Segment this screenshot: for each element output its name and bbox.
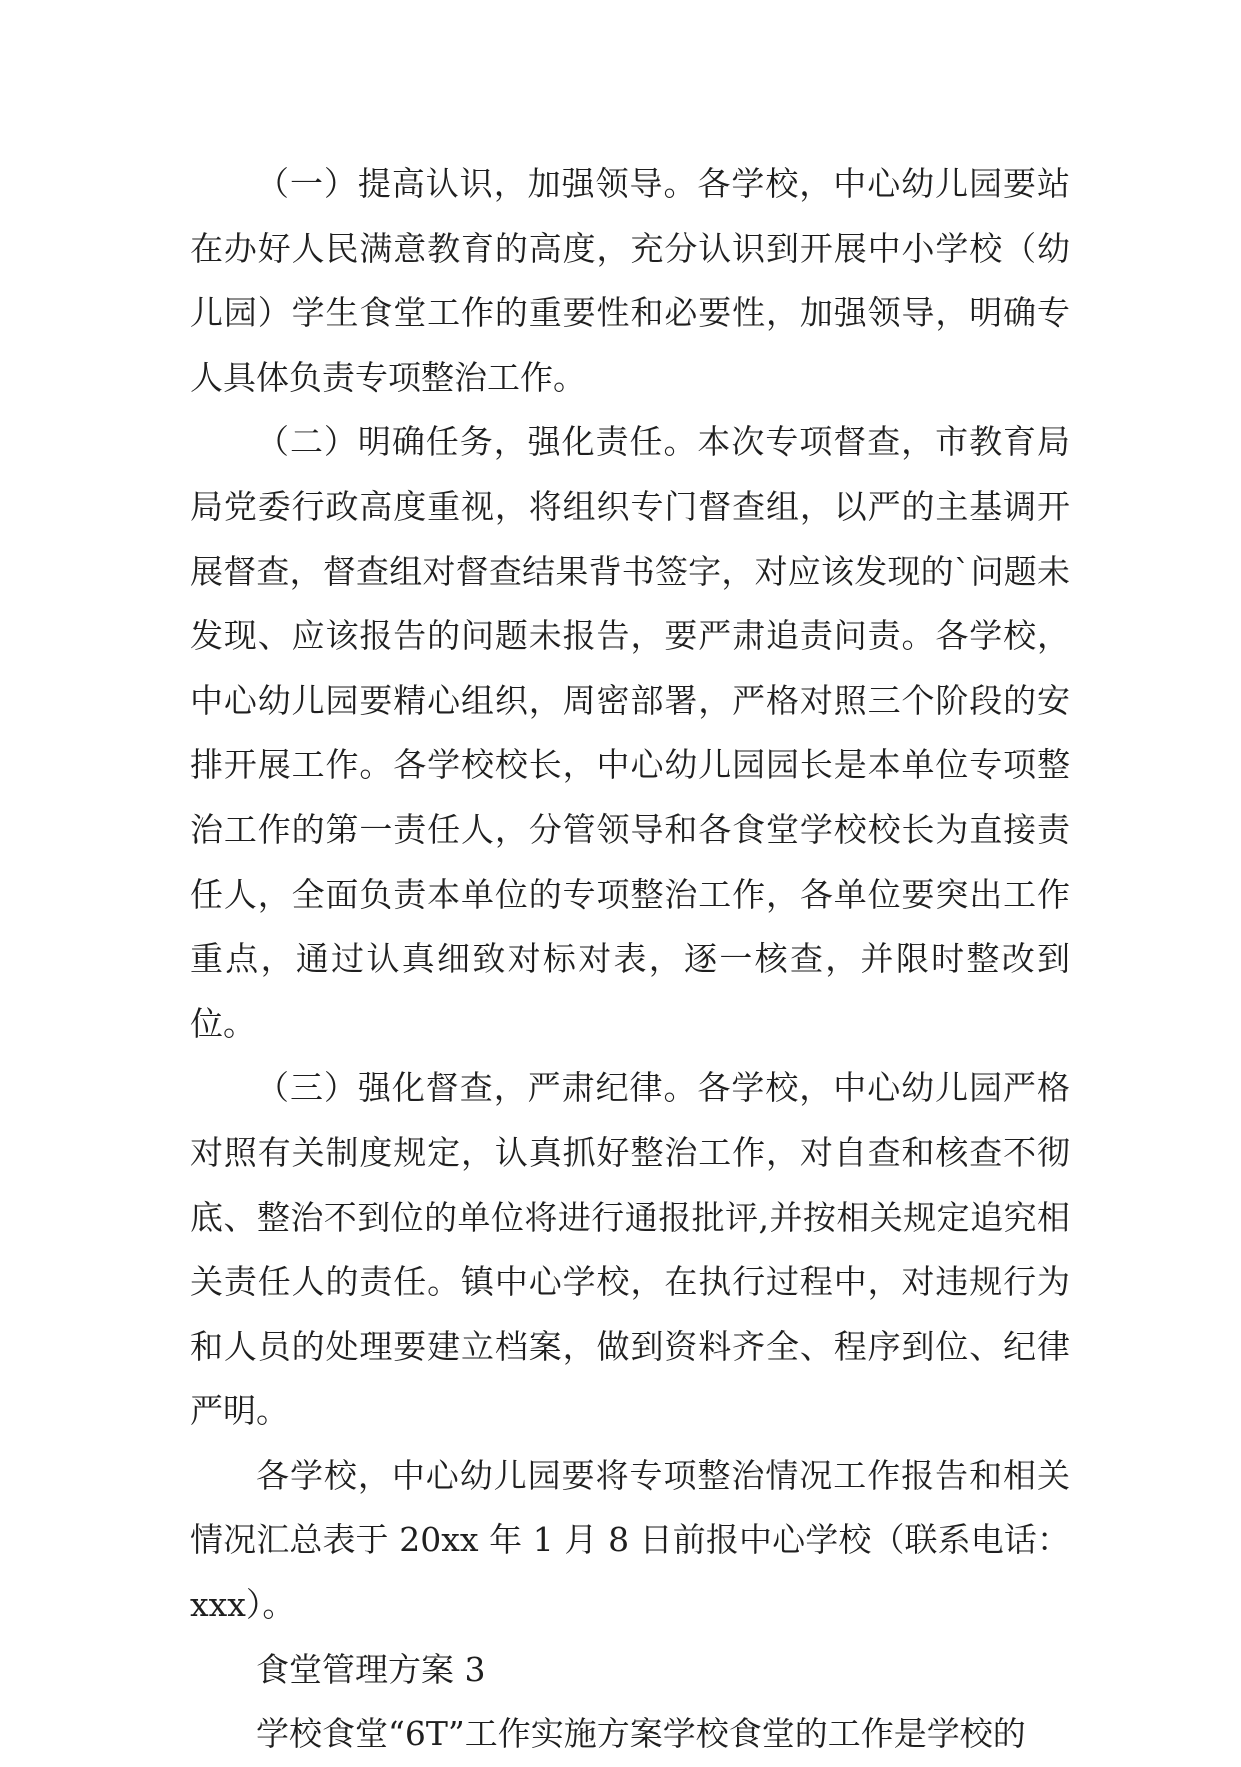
paragraph-6t-plan: 学校食堂“6T”工作实施方案学校食堂的工作是学校的	[256, 1714, 1026, 1754]
document-body	[190, 152, 1070, 1767]
paragraph-discipline: （三）强化督查，严肃纪律。各学校，中心幼儿园严格对照有关制度规定，认真抓好整治工作，对自查和核查不彻底、整治不到位的单位将进行通报批评,并按相关规定追究相关责任人的责任。镇中心学校，在执行过程中，对违规行为和人员的处理要建立档案，做到资料齐全、程序到位、纪律严明。	[190, 1068, 1070, 1431]
paragraph-leadership: （一）提高认识，加强领导。各学校，中心幼儿园要站在办好人民满意教育的高度，充分认识到开展中小学校（幼儿园）学生食堂工作的重要性和必要性，加强领导，明确专人具体负责专项整治工作。	[190, 164, 1070, 397]
section-heading: 食堂管理方案 3	[256, 1649, 486, 1689]
paragraph-report-deadline: 各学校，中心幼儿园要将专项整治情况工作报告和相关情况汇总表于 20xx 年 1 月 8 日前报中心学校（联系电话：xxx）。	[190, 1455, 1070, 1625]
paragraph-responsibility: （二）明确任务，强化责任。本次专项督查，市教育局局党委行政高度重视，将组织专门督查组，以严的主基调开展督查，督查组对督查结果背书签字，对应该发现的`问题未发现、应该报告的问题未报告，要严肃追责问责。各学校，中心幼儿园要精心组织，周密部署，严格对照三个阶段的安排开展工作。各学校校长，中心幼儿园园长是本单位专项整治工作的第一责任人，分管领导和各食堂学校校长为直接责任人，全面负责本单位的专项整治工作，各单位要突出工作重点，通过认真细致对标对表，逐一核查，并限时整改到位。	[190, 422, 1070, 1043]
